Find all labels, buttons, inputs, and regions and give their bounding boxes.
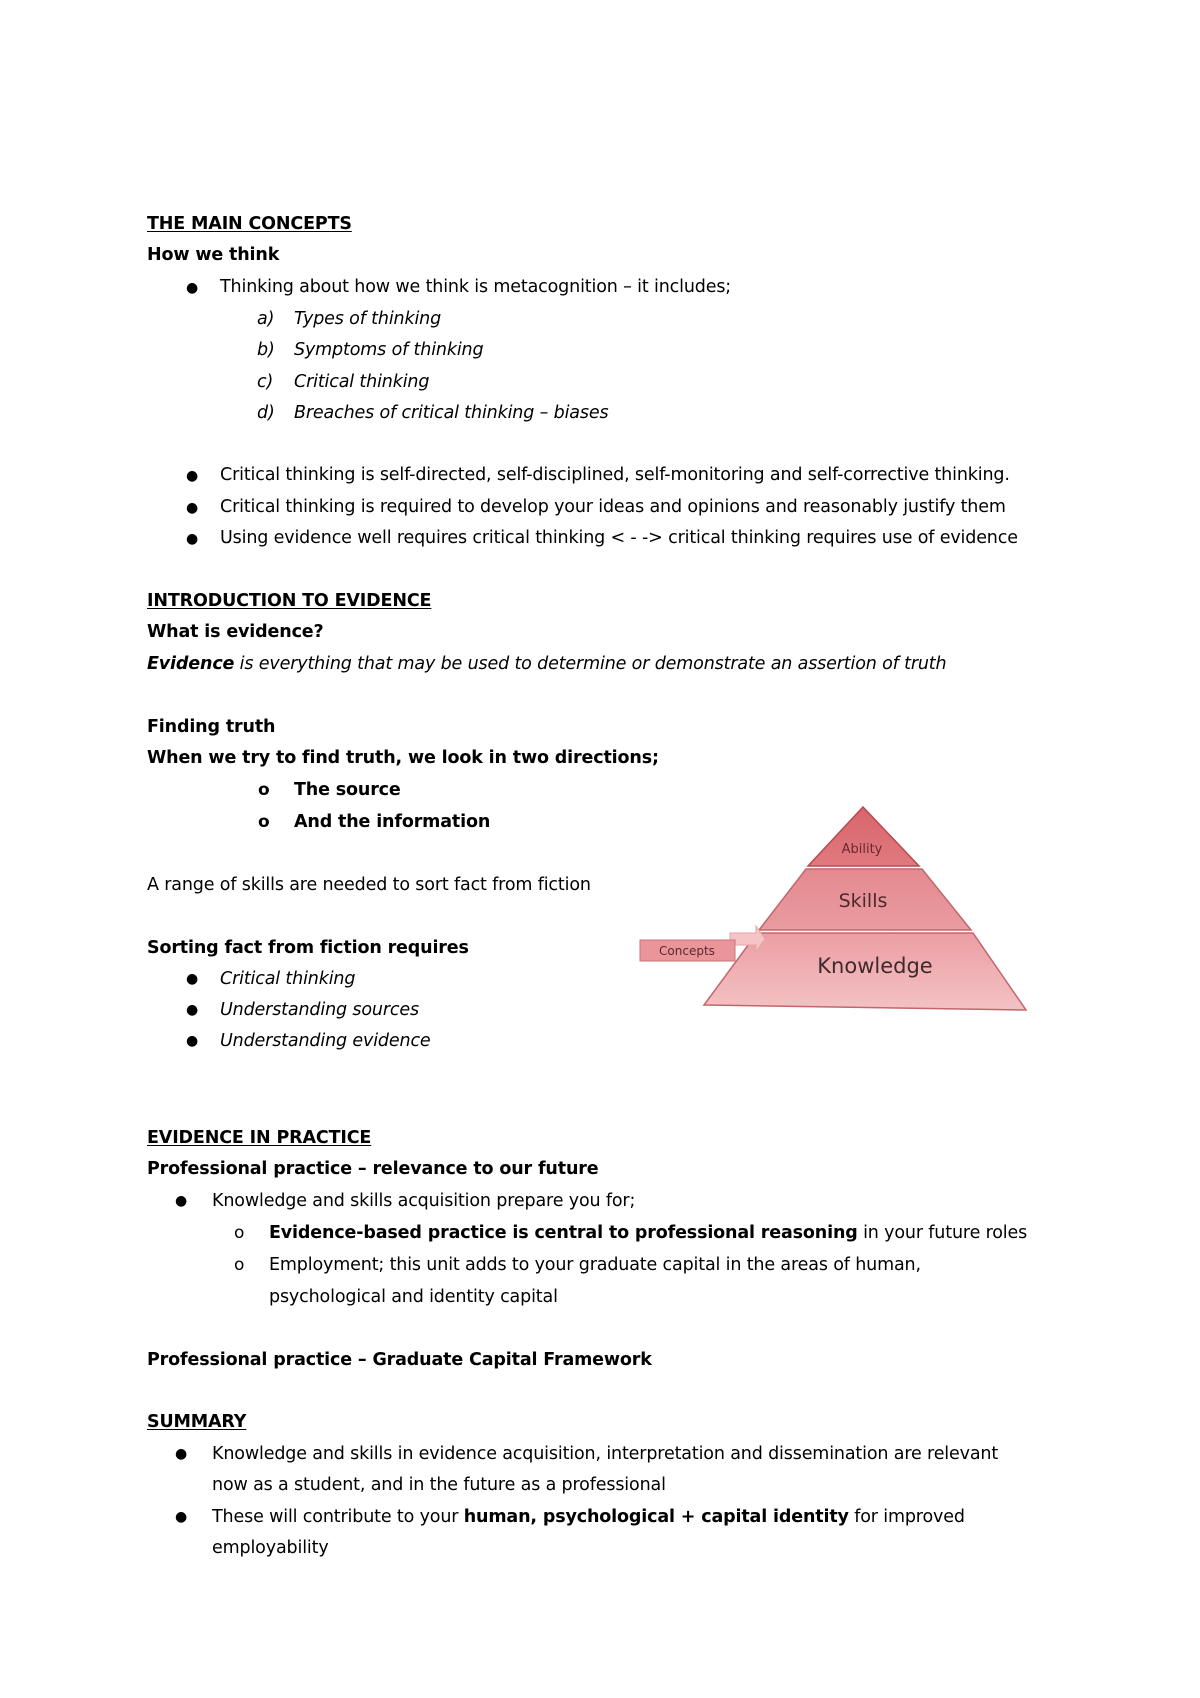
subheading-finding-truth: Finding truth xyxy=(147,717,276,737)
summary-b2-pre: These will contribute to your xyxy=(212,1507,464,1527)
evidence-critical-thinking: Using evidence well requires critical thinking < - -> critical thinking requires use of evidence xyxy=(220,528,1018,548)
bullet-icon: ● xyxy=(186,500,199,516)
heading-evidence-practice: EVIDENCE IN PRACTICE xyxy=(147,1128,372,1148)
heading-intro-evidence: INTRODUCTION TO EVIDENCE xyxy=(147,591,432,611)
circle-bullet-icon: o xyxy=(234,1223,245,1243)
summary-bullet1-line1: Knowledge and skills in evidence acquisition, interpretation and dissemination are relevant xyxy=(212,1444,999,1464)
sorting-item: Understanding sources xyxy=(220,1000,419,1020)
bullet-icon: ● xyxy=(186,971,199,987)
list-marker: d) xyxy=(257,403,275,423)
evidence-based-rest: in your future roles xyxy=(857,1223,1028,1243)
evidence-based-bold: Evidence-based practice is central to professional reasoning xyxy=(269,1223,858,1243)
knowledge-pyramid-diagram xyxy=(630,795,1030,1015)
list-item: Breaches of critical thinking – biases xyxy=(294,403,609,423)
pyramid-level-ability xyxy=(808,807,919,866)
list-marker: a) xyxy=(257,309,275,329)
subheading-what-is-evidence: What is evidence? xyxy=(147,622,324,642)
metacognition-text: Thinking about how we think is metacognition – it includes; xyxy=(220,277,732,297)
list-item: Types of thinking xyxy=(294,309,442,329)
list-item: Critical thinking xyxy=(294,372,430,392)
evidence-definition xyxy=(147,653,946,675)
bullet-icon: ● xyxy=(175,1193,188,1209)
subheading-professional-practice: Professional practice – relevance to our future xyxy=(147,1159,599,1179)
circle-bullet-icon: o xyxy=(258,812,270,832)
direction-source: The source xyxy=(294,780,401,800)
list-item: Symptoms of thinking xyxy=(294,340,484,360)
knowledge-label: Knowledge xyxy=(817,954,933,978)
heading-main-concepts: THE MAIN CONCEPTS xyxy=(147,214,352,234)
concepts-label: Concepts xyxy=(659,944,715,958)
critical-thinking-definition: Critical thinking is self-directed, self-disciplined, self-monitoring and self-corrective thinking. xyxy=(220,465,1010,485)
summary-b2-bold: human, psychological + capital identity xyxy=(463,1507,849,1527)
knowledge-skills-text: Knowledge and skills acquisition prepare you for; xyxy=(212,1191,636,1211)
heading-summary: SUMMARY xyxy=(147,1412,247,1432)
definition-text: is everything that may be used to determine or demonstrate an assertion of truth xyxy=(234,654,947,674)
summary-b2-post: for improved xyxy=(848,1507,965,1527)
circle-bullet-icon: o xyxy=(258,780,270,800)
definition-term: Evidence xyxy=(147,654,235,674)
employment-text-line1: Employment; this unit adds to your graduate capital in the areas of human, xyxy=(269,1255,921,1275)
bullet-icon: ● xyxy=(175,1446,188,1462)
bullet-icon: ● xyxy=(186,1002,199,1018)
skills-label: Skills xyxy=(838,890,888,912)
bullet-icon: ● xyxy=(186,531,199,547)
graduate-capital-framework: Professional practice – Graduate Capital Framework xyxy=(147,1350,652,1370)
list-marker: c) xyxy=(257,372,274,392)
range-skills-text: A range of skills are needed to sort fact from fiction xyxy=(147,875,591,895)
bullet-icon: ● xyxy=(186,280,199,296)
sorting-item: Critical thinking xyxy=(220,969,356,989)
sorting-item: Understanding evidence xyxy=(220,1031,431,1051)
ability-label: Ability xyxy=(841,842,883,857)
evidence-based-practice xyxy=(269,1222,1027,1244)
employment-text-line2: psychological and identity capital xyxy=(269,1287,558,1307)
summary-bullet2-line1 xyxy=(212,1506,965,1528)
list-marker: b) xyxy=(257,340,275,360)
circle-bullet-icon: o xyxy=(234,1255,245,1275)
two-directions-text: When we try to find truth, we look in two directions; xyxy=(147,748,659,768)
bullet-icon: ● xyxy=(186,1033,199,1049)
summary-bullet2-line2: employability xyxy=(212,1538,329,1558)
bullet-icon: ● xyxy=(186,468,199,484)
summary-bullet1-line2: now as a student, and in the future as a professional xyxy=(212,1475,666,1495)
direction-information: And the information xyxy=(294,812,491,832)
critical-thinking-required: Critical thinking is required to develop your ideas and opinions and reasonably justify them xyxy=(220,497,1006,517)
bullet-icon: ● xyxy=(175,1509,188,1525)
subheading-sorting: Sorting fact from fiction requires xyxy=(147,938,469,958)
subheading-how-we-think: How we think xyxy=(147,245,280,265)
